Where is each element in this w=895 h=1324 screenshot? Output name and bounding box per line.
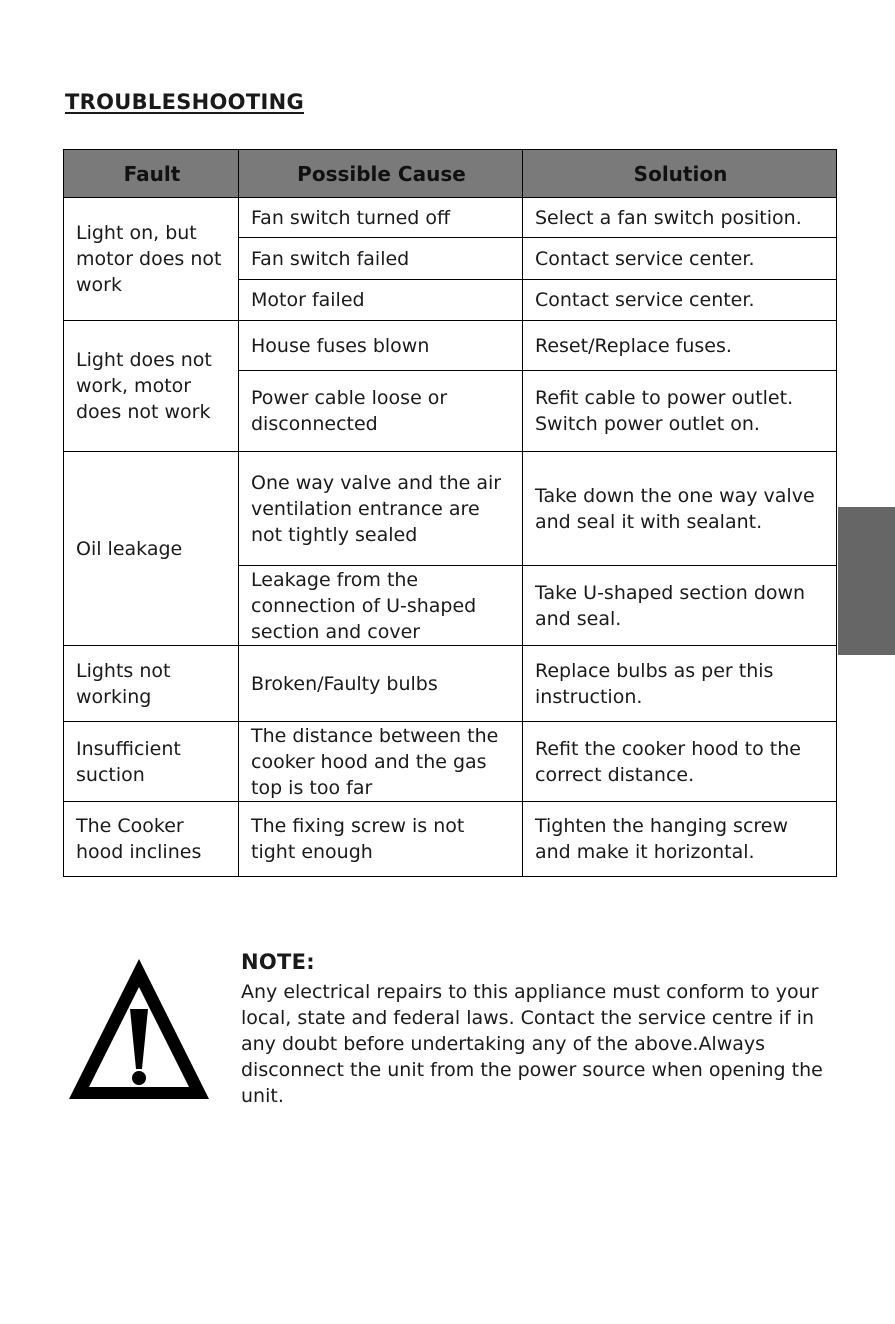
note-title: NOTE: bbox=[241, 950, 315, 974]
fault-cell: Lights not working bbox=[64, 646, 239, 722]
solution-cell: Take U-shaped section down and seal. bbox=[523, 566, 836, 646]
solution-cell: Contact service center. bbox=[523, 238, 836, 280]
header-possible-cause: Possible Cause bbox=[239, 150, 523, 198]
fault-cell: The Cooker hood inclines bbox=[64, 802, 239, 876]
solution-cell: Select a fan switch position. bbox=[523, 198, 836, 238]
cause-cell: Broken/Faulty bulbs bbox=[239, 646, 523, 722]
cause-cell: The distance between the cooker hood and the gas top is too far bbox=[239, 722, 523, 802]
solution-cell: Refit the cooker hood to the correct distance. bbox=[523, 722, 836, 802]
fault-cell: Insufficient suction bbox=[64, 722, 239, 802]
troubleshooting-table bbox=[63, 149, 837, 877]
cause-cell: Motor failed bbox=[239, 280, 523, 321]
cause-cell: Power cable loose or disconnected bbox=[239, 371, 523, 452]
solution-cell: Contact service center. bbox=[523, 280, 836, 321]
cause-cell: The fixing screw is not tight enough bbox=[239, 802, 523, 876]
fault-cell: Light on, but motor does not work bbox=[64, 198, 239, 321]
solution-cell: Take down the one way valve and seal it with sealant. bbox=[523, 452, 836, 566]
page-title: TROUBLESHOOTING bbox=[65, 90, 304, 114]
cause-cell: One way valve and the air ventilation entrance are not tightly sealed bbox=[239, 452, 523, 566]
note-body: Any electrical repairs to this appliance must conform to your local, state and federal laws. Contact the service centre if in any doubt before undertaking any of the above.Always disconnect the unit from the power source when opening the unit. bbox=[241, 981, 823, 1107]
header-solution: Solution bbox=[523, 150, 836, 198]
warning-triangle-icon bbox=[66, 955, 212, 1103]
cause-cell: House fuses blown bbox=[239, 321, 523, 371]
solution-cell: Tighten the hanging screw and make it horizontal. bbox=[535, 815, 789, 863]
cause-cell: Leakage from the connection of U-shaped section and cover bbox=[239, 566, 523, 646]
cause-cell: Fan switch failed bbox=[239, 238, 523, 280]
cause-cell: Fan switch turned off bbox=[239, 198, 523, 238]
fault-cell: Oil leakage bbox=[64, 452, 239, 646]
fault-cell: Light does not work, motor does not work bbox=[64, 321, 239, 452]
solution-cell: Reset/Replace fuses. bbox=[523, 321, 836, 371]
solution-cell: Refit cable to power outlet. Switch power outlet on. bbox=[523, 371, 836, 452]
header-fault: Fault bbox=[64, 150, 239, 198]
side-tab bbox=[838, 507, 895, 655]
solution-cell: Replace bulbs as per this instruction. bbox=[523, 646, 836, 722]
